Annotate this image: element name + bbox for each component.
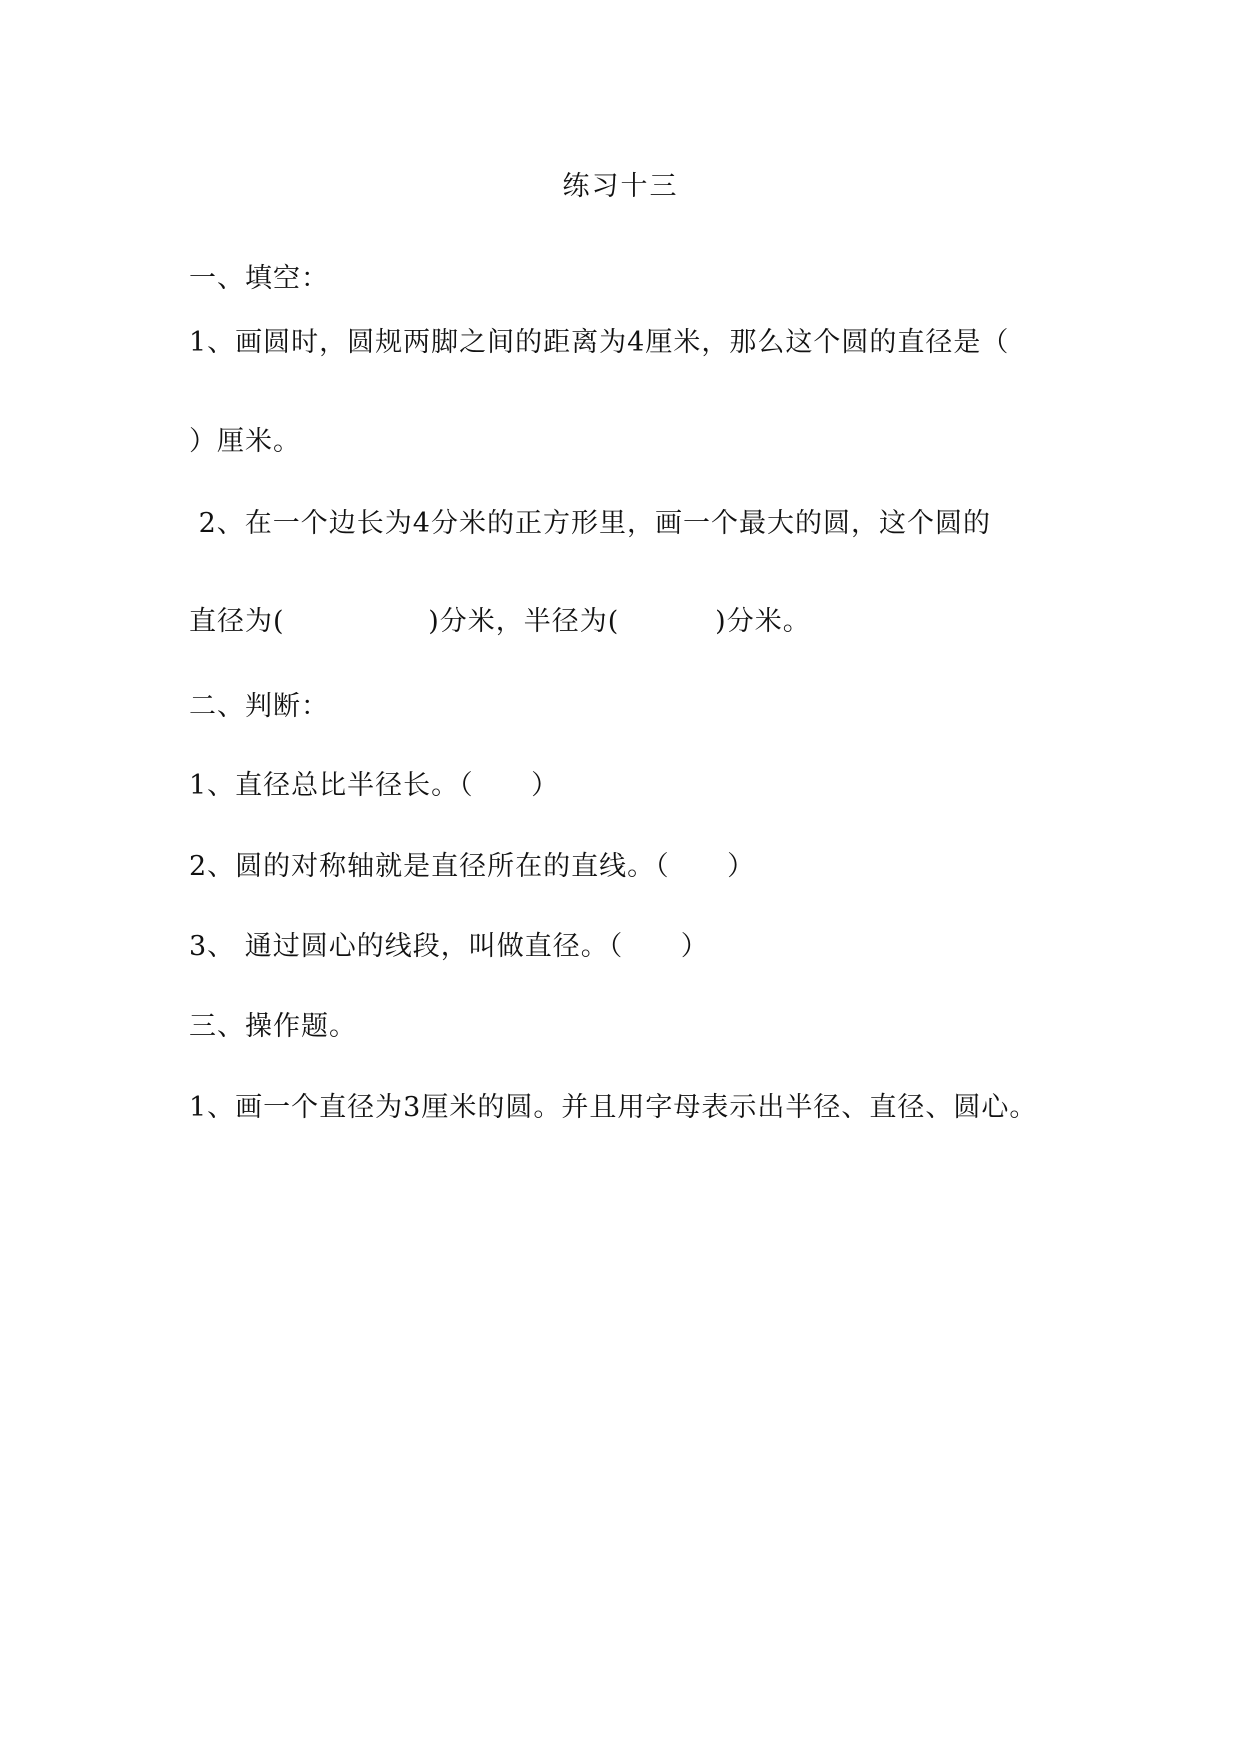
- page-title: 练习十三: [562, 171, 679, 202]
- question-text: 2、圆的对称轴就是直径所在的直线。（ ）: [189, 851, 756, 882]
- section-heading-operation: 三、操作题。: [189, 1011, 357, 1042]
- question-text: 直径为( )分米，半径为( )分米。: [189, 606, 811, 637]
- question-text: 1、画圆时，圆规两脚之间的距离为4厘米，那么这个圆的直径是（: [189, 327, 1010, 358]
- question-text: 1、直径总比半径长。（ ）: [189, 770, 560, 801]
- question-text: 1、画一个直径为3厘米的圆。并且用字母表示出半径、直径、圆心。: [189, 1092, 1038, 1123]
- section-heading-fill-blank: 一、填空：: [189, 263, 329, 294]
- question-text: 3、 通过圆心的线段，叫做直径。（ ）: [189, 931, 709, 962]
- question-text: ）厘米。: [189, 426, 301, 457]
- section-heading-judgement: 二、判断：: [189, 691, 329, 722]
- question-text: 2、在一个边长为4分米的正方形里，画一个最大的圆，这个圆的: [189, 508, 991, 539]
